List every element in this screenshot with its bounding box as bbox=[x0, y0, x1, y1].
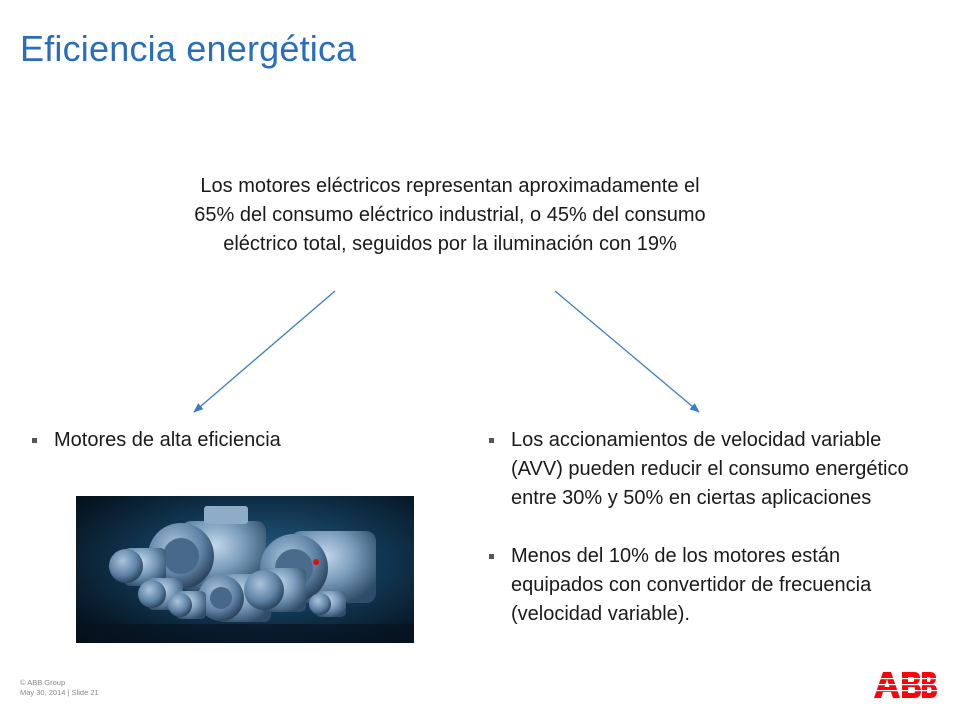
abb-logo bbox=[872, 668, 938, 702]
bullet-square-icon bbox=[489, 438, 494, 443]
bullet-square-icon bbox=[489, 554, 494, 559]
left-arrow bbox=[194, 291, 335, 412]
bullet-text: Menos del 10% de los motores están equipados con convertidor de frecuencia (velocidad variable). bbox=[511, 545, 872, 625]
intro-text: Los motores eléctricos representan aproximadamente el 65% del consumo eléctrico industrial, o 45% del consumo eléctrico total, seguidos por la iluminación con 19% bbox=[194, 175, 706, 255]
bullet-text: Motores de alta eficiencia bbox=[54, 429, 281, 451]
date-slide-text: May 30, 2014 | Slide 21 bbox=[20, 688, 99, 697]
bullet-high-efficiency-motors bbox=[30, 426, 430, 455]
right-bullet-list bbox=[487, 426, 927, 629]
bullet-text: Los accionamientos de velocidad variable (AVV) pueden reducir el consumo energético entre 30% y 50% en ciertas aplicaciones bbox=[511, 429, 909, 509]
bullet-square-icon bbox=[32, 438, 37, 443]
left-bullet-list bbox=[30, 426, 430, 455]
right-arrow bbox=[555, 291, 699, 412]
slide-title: Eficiencia energética bbox=[20, 28, 357, 69]
motors-illustration bbox=[76, 496, 414, 643]
slide-footer bbox=[20, 678, 99, 698]
bullet-avv-savings bbox=[487, 426, 927, 513]
copyright-text: © ABB Group bbox=[20, 678, 66, 687]
bullet-converter-share bbox=[487, 542, 927, 629]
motors-photo bbox=[76, 496, 414, 643]
